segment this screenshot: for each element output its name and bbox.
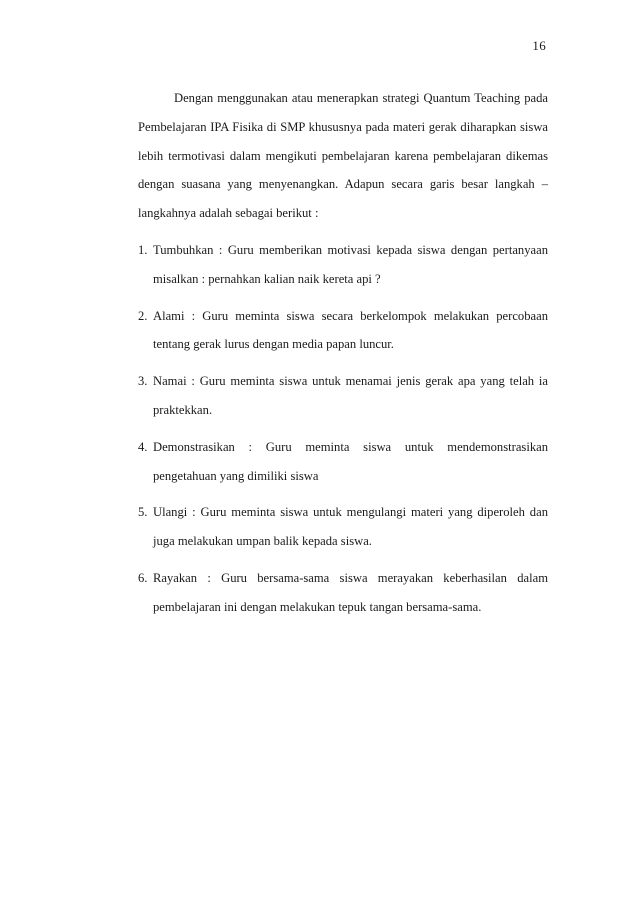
- list-item: [138, 367, 548, 425]
- list-item: [138, 498, 548, 556]
- steps-list: [138, 236, 548, 622]
- list-item: [138, 302, 548, 360]
- list-item-text: Ulangi : Guru meminta siswa untuk mengulangi materi yang diperoleh dan juga melakukan umpan balik kepada siswa.: [153, 505, 548, 549]
- intro-paragraph: Dengan menggunakan atau menerapkan strategi Quantum Teaching pada Pembelajaran IPA Fisika di SMP khususnya pada materi gerak diharapkan siswa lebih termotivasi dalam mengikuti pembelajaran karena pembelajaran dikemas dengan suasana yang menyenangkan. Adapun secara garis besar langkah – langkahnya adalah sebagai berikut :: [138, 91, 548, 221]
- page-number: 16: [532, 38, 546, 53]
- list-item-text: Rayakan : Guru bersama-sama siswa merayakan keberhasilan dalam pembelajaran ini dengan melakukan tepuk tangan bersama-sama.: [153, 570, 548, 614]
- list-item: [138, 564, 548, 622]
- list-item-number: 1.: [138, 242, 148, 257]
- list-item-number: 2.: [138, 308, 148, 323]
- list-item-text: Demonstrasikan : Guru meminta siswa untuk mendemonstrasikan pengetahuan yang dimiliki siswa: [153, 439, 548, 483]
- list-item-text: Tumbuhkan : Guru memberikan motivasi kepada siswa dengan pertanyaan misalkan : pernahkan kalian naik kereta api ?: [153, 242, 548, 286]
- list-item-text: Alami : Guru meminta siswa secara berkelompok melakukan percobaan tentang gerak lurus dengan media papan luncur.: [153, 308, 548, 352]
- list-item-number: 4.: [138, 439, 148, 454]
- list-item-text: Namai : Guru meminta siswa untuk menamai jenis gerak apa yang telah ia praktekkan.: [153, 374, 548, 417]
- document-body: [138, 84, 548, 622]
- list-item-number: 3.: [138, 374, 148, 389]
- list-item: [138, 236, 548, 294]
- list-item: [138, 433, 548, 491]
- list-item-number: 5.: [138, 505, 148, 520]
- list-item-number: 6.: [138, 570, 148, 585]
